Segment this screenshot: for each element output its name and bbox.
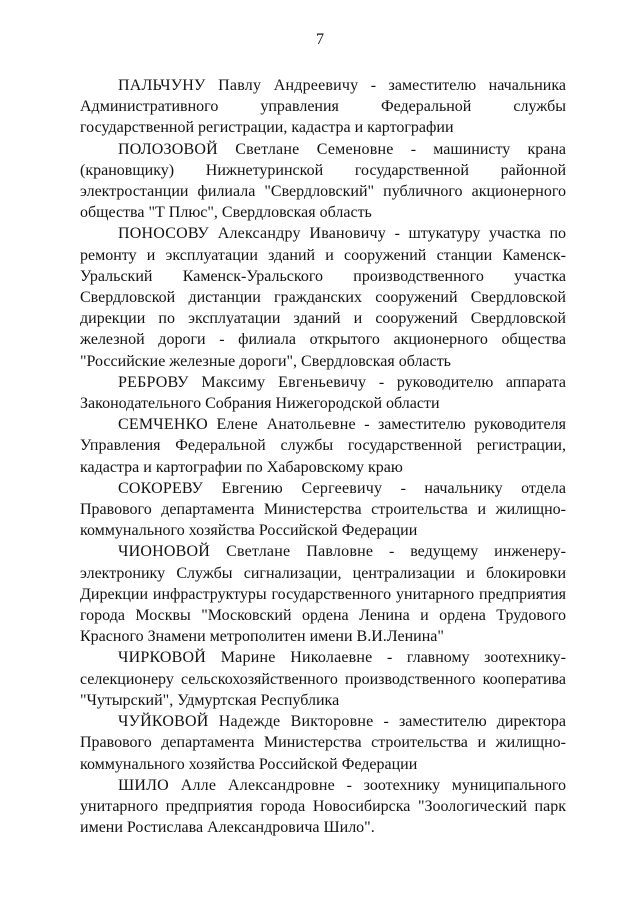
recipient-name: ЧИОНОВОЙ Светлане Павловне: [118, 543, 374, 561]
recipient-name: ПОЛОЗОВОЙ Светлане Семеновне: [118, 140, 394, 158]
award-list: [80, 75, 566, 838]
page-number: 7: [316, 31, 324, 48]
recipient-name: СЕМЧЕНКО Елене Анатольевне: [118, 416, 356, 434]
list-item: [80, 414, 566, 478]
recipient-position: - начальнику отдела Правового департамента Министерства строительства и жилищно-коммунального хозяйства Российской Федерации: [80, 479, 566, 540]
list-item: [80, 647, 566, 711]
list-item: [80, 139, 566, 224]
recipient-position: - заместителю руководителя Управления Федеральной службы государственной регистрации, кадастра и картографии по Хабаровскому краю: [80, 416, 566, 476]
recipient-name: ЧИРКОВОЙ Марине Николаевне: [118, 649, 373, 667]
list-item: [80, 223, 566, 371]
list-item: [80, 372, 566, 414]
recipient-position: - зоотехнику муниципального унитарного предприятия города Новосибирска "Зоологический парк имени Ростислава Александровича Шило".: [80, 776, 566, 837]
list-item: [80, 478, 566, 542]
recipient-name: ПОНОСОВУ Александру Ивановичу: [118, 225, 386, 243]
recipient-name: ПАЛЬЧУНУ Павлу Андреевичу: [118, 77, 359, 94]
recipient-name: РЕБРОВУ Максиму Евгеньевичу: [118, 373, 367, 391]
list-item: [80, 75, 566, 139]
recipient-position: - заместителю директора Правового департамента Министерства строительства и жилищно-коммунального хозяйства Российской Федерации: [80, 713, 566, 773]
recipient-name: СОКОРЕВУ Евгению Сергеевичу: [118, 479, 383, 497]
recipient-position: - заместителю начальника Административного управления Федеральной службы государственной регистрации, кадастра и картографии: [80, 77, 567, 137]
recipient-position: - ведущему инженеру-электронику Службы сигнализации, централизации и блокировки Дирекции инфраструктуры государственного унитарного предприятия города Москвы "Московский ордена Ленина и ордена Трудового Красного Знамени метрополитен имени В.И.Ленина": [80, 543, 566, 646]
list-item: [80, 541, 566, 647]
recipient-position: - штукатуру участка по ремонту и эксплуатации зданий и сооружений станции Каменск-Уральский Каменск-Уральского производственного участка Свердловской дистанции гражданских сооружений Свердловской дирекции по эксплуатации зданий и сооружений Свердловской железной дороги - филиала открытого акционерного общества "Российские железные дороги", Свердловская область: [80, 225, 566, 370]
recipient-position: - руководителю аппарата Законодательного Собрания Нижегородской области: [80, 373, 566, 413]
list-item: [80, 775, 566, 839]
recipient-position: - главному зоотехнику-селекционеру сельскохозяйственного производственного кооператива "Чутырский", Удмуртская Республика: [80, 649, 566, 709]
recipient-name: ЧУЙКОВОЙ Надежде Викторовне: [118, 713, 374, 731]
recipient-name: ШИЛО Алле Александровне: [118, 776, 335, 794]
list-item: [80, 711, 566, 775]
recipient-position: - машинисту крана (крановщику) Нижнетуринской государственной районной электростанции филиала "Свердловский" публичного акционерного общества "Т Плюс", Свердловская область: [80, 140, 567, 222]
